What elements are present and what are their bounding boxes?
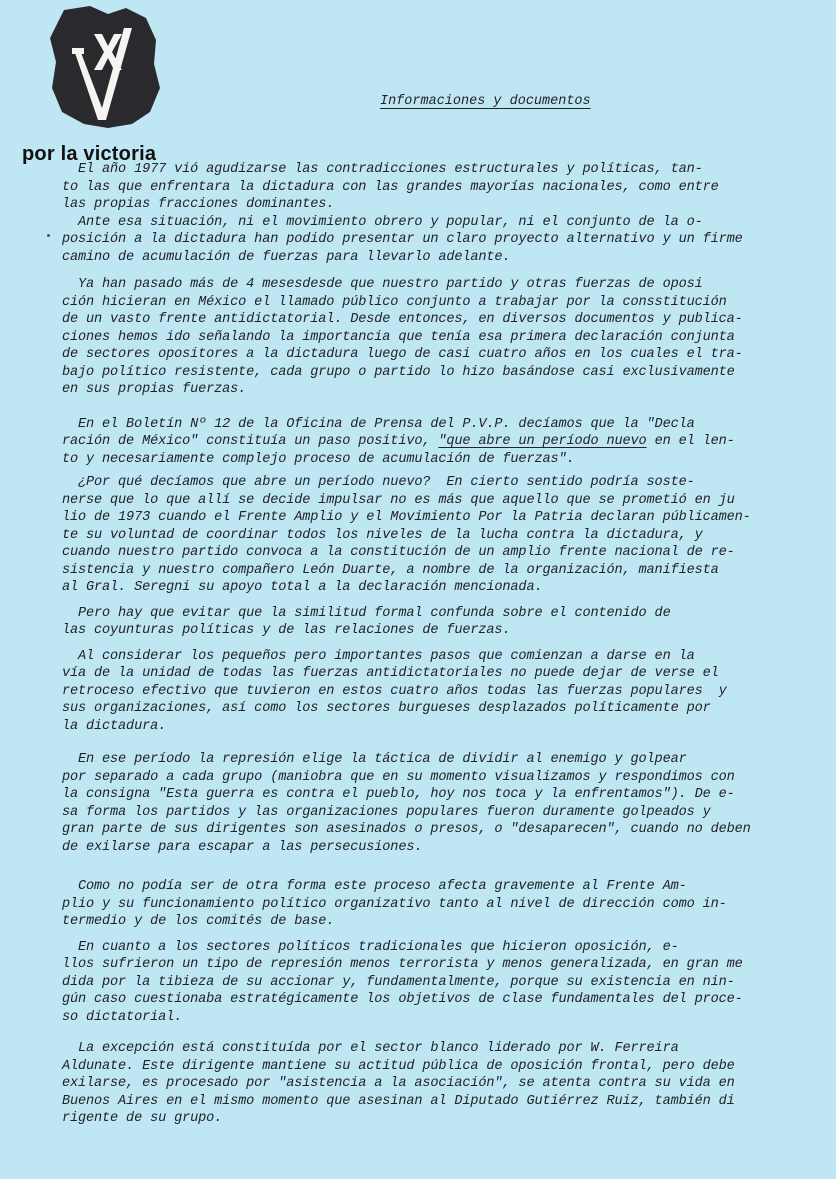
- text-line: exilarse, es procesado por "asistencia a la asociación", se atenta contra su vida en: [62, 1076, 735, 1091]
- text-line: las propias fracciones dominantes.: [62, 197, 335, 212]
- paragraph: [62, 161, 822, 214]
- v-x-emblem-icon: [50, 4, 162, 132]
- text-line: retroceso efectivo que tuvieron en estos cuatro años todas las fuerzas populares y: [62, 683, 727, 699]
- text-line: de sectores opositores a la dictadura luego de casi cuatro años en los cuales el tra-: [62, 347, 743, 362]
- text-line: so dictatorial.: [62, 1009, 183, 1025]
- paragraph: [62, 1040, 822, 1128]
- text-line: posición a la dictadura han podido presentar un claro proyecto alternativo y un firme: [62, 232, 743, 247]
- text-line: En cuanto a los sectores políticos tradicionales que hicieron oposición, e-: [62, 939, 679, 955]
- text-line: al Gral. Seregni su apoyo total a la declaración mencionada.: [62, 580, 543, 595]
- margin-dot: [47, 234, 50, 237]
- brand-name: por la victoria: [22, 143, 157, 165]
- text-line: El año 1977 vió agudizarse las contradicciones estructurales y políticas, tan-: [62, 162, 703, 177]
- text-line: to y necesariamente complejo proceso de acumulación de fuerzas".: [62, 451, 575, 467]
- text-line: Ante esa situación, ni el movimiento obrero y popular, ni el conjunto de la o-: [62, 214, 703, 230]
- text-line: sus organizaciones, así como los sectores burgueses desplazados políticamente por: [62, 701, 711, 716]
- paragraph: [62, 416, 822, 469]
- text-line: En ese período la represión elige la táctica de dividir al enemigo y golpear: [62, 752, 687, 767]
- text-line: la dictadura.: [62, 718, 167, 734]
- quote-continuation: en el len-: [646, 434, 735, 449]
- paragraph: [62, 878, 822, 931]
- section-title: Informaciones y documentos: [380, 94, 591, 109]
- text-line: vía de la unidad de todas las fuerzas antidictatoriales no puede dejar de verse el: [62, 666, 719, 681]
- text-line: sistencia y nuestro compañero León Duarte, a nombre de la organización, manifiesta: [62, 562, 719, 578]
- text-line: to las que enfrentara la dictadura con las grandes mayorías nacionales, como entre: [62, 179, 719, 195]
- text-line: La excepción está constituída por el sector blanco liderado por W. Ferreira: [62, 1041, 679, 1056]
- text-line: gran parte de sus dirigentes son asesinados o presos, o "desaparecen", cuando no deben: [62, 822, 751, 837]
- text-line: Ya han pasado más de 4 mesesdesde que nuestro partido y otras fuerzas de oposi: [62, 277, 703, 292]
- text-line: Buenos Aires en el mismo momento que asesinan al Diputado Gutiérrez Ruiz, también di: [62, 1093, 735, 1109]
- text-line: dida por la tibieza de su accionar y, fundamentalmente, porque su existencia en nin-: [62, 974, 735, 990]
- text-line: ración de México" constituía un paso positivo, "que abre un período nuevo en el len-: [62, 434, 735, 449]
- paragraph: [62, 605, 822, 640]
- text-line: te su voluntad de coordinar todos los niveles de la lucha contra la dictadura, y: [62, 527, 703, 543]
- text-line: rigente de su grupo.: [62, 1111, 223, 1126]
- paragraph: [62, 939, 822, 1027]
- paragraph: [62, 751, 822, 856]
- underlined-quote: "que abre un período nuevo: [438, 434, 647, 449]
- text-line: termedio y de los comités de base.: [62, 914, 335, 929]
- text-line: ciones hemos ido señalando la importancia que tenía esa primera declaración conjunta: [62, 329, 735, 345]
- text-line: camino de acumulación de fuerzas para llevarlo adelante.: [62, 249, 511, 265]
- text-line: la consigna "Esta guerra es contra el pueblo, hoy nos toca y la enfrentamos"). De e-: [62, 787, 735, 802]
- text-line: de exilarse para escapar a las persecusiones.: [62, 839, 423, 855]
- text-line: plio y su funcionamiento político organizativo tanto al nivel de dirección como in-: [62, 896, 727, 912]
- paragraph: [62, 214, 822, 267]
- logo: [50, 4, 162, 132]
- text-line: sa forma los partidos y las organizaciones populares fueron duramente golpeados y: [62, 804, 711, 820]
- text-line: ción hicieran en México el llamado público conjunto a trabajar por la consstitución: [62, 294, 727, 310]
- text-line: En el Boletín Nº 12 de la Oficina de Prensa del P.V.P. decíamos que la "Decla: [62, 416, 695, 432]
- text-line: de un vasto frente antidictatorial. Desde entonces, en diversos documentos y publica-: [62, 312, 743, 327]
- paragraph: [62, 474, 822, 597]
- text-line: nerse que lo que allí se decide impulsar no es más que aquello que se prometió en ju: [62, 492, 735, 508]
- text-line: gún caso cuestionaba estratégicamente los objetivos de clase fundamentales del proce-: [62, 992, 743, 1007]
- paragraph: [62, 276, 822, 399]
- text-line: bajo político resistente, cada grupo o partido lo hizo basándose casi exclusivamente: [62, 364, 735, 380]
- text-line: por separado a cada grupo (maniobra que en su momento visualizamos y respondimos con: [62, 769, 735, 785]
- text-line: Aldunate. Este dirigente mantiene su actitud pública de oposición frontal, pero debe: [62, 1058, 735, 1074]
- text-line: llos sufrieron un tipo de represión menos terrorista y menos generalizada, en gran me: [62, 957, 743, 972]
- text-line: Pero hay que evitar que la similitud formal confunda sobre el contenido de: [62, 605, 671, 621]
- paragraph: [62, 648, 822, 736]
- text-line: las coyunturas políticas y de las relaciones de fuerzas.: [62, 623, 511, 638]
- document-body: [62, 161, 822, 1128]
- text-line: lio de 1973 cuando el Frente Amplio y el Movimiento Por la Patria declaran públicamen-: [62, 510, 751, 525]
- text-line: en sus propias fuerzas.: [62, 382, 247, 397]
- text-line: cuando nuestro partido convoca a la constitución de un amplio frente nacional de re-: [62, 545, 735, 560]
- text-line: ¿Por qué decíamos que abre un período nuevo? En cierto sentido podría soste-: [62, 475, 695, 490]
- text-line: Al considerar los pequeños pero importantes pasos que comienzan a darse en la: [62, 648, 695, 664]
- text-line: Como no podía ser de otra forma este proceso afecta gravemente al Frente Am-: [62, 879, 687, 894]
